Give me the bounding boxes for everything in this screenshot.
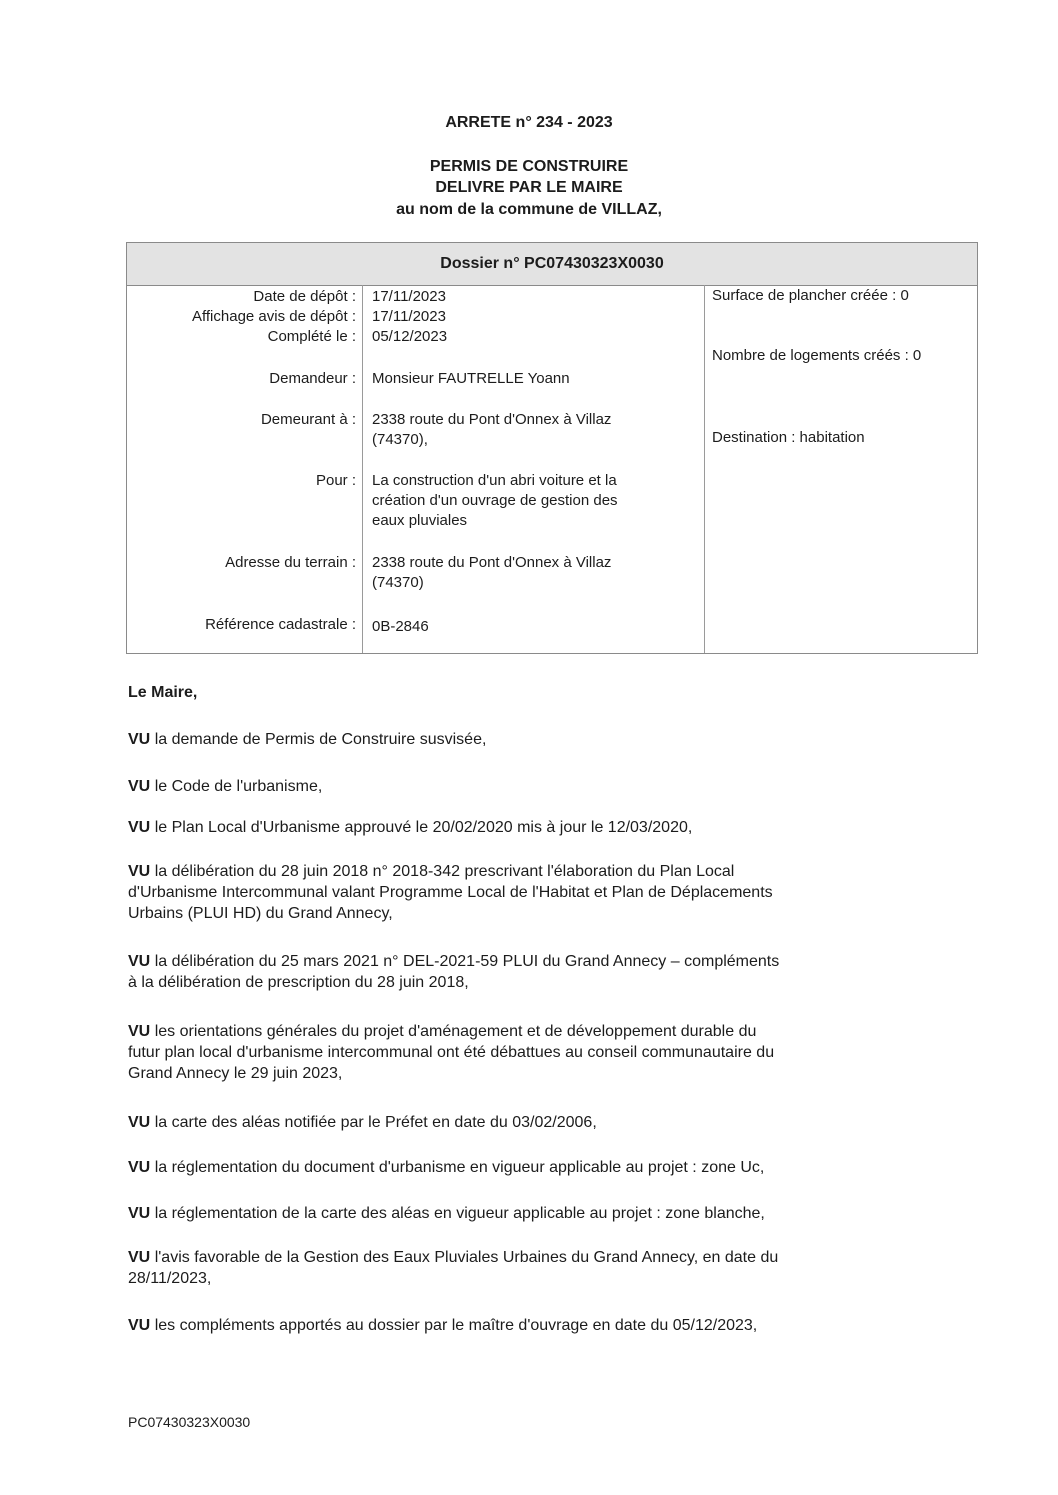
vu-paragraph [128,729,948,750]
commune-heading: au nom de la commune de VILLAZ, [396,201,662,218]
reference-cadastrale-value: 0B-2846 [372,618,429,635]
vu-text: les compléments apportés au dossier par le maître d'ouvrage en date du 05/12/2023, [154,1317,758,1334]
pour-value-line1: La construction d'un abri voiture et la [372,472,617,489]
demandeur-label: Demandeur : [269,370,356,387]
vu-text: Grand Annecy le 29 juin 2023, [128,1065,343,1082]
vu-paragraph [128,1157,948,1178]
vu-label: VU [128,1317,151,1334]
vu-label: VU [128,819,151,836]
vu-text: la délibération du 28 juin 2018 n° 2018-342 prescrivant l'élaboration du Plan Local [154,863,735,880]
vu-label: VU [128,953,151,970]
vu-label: VU [128,778,151,795]
adresse-value-line1: 2338 route du Pont d'Onnex à Villaz [372,554,612,571]
destination: Destination : habitation [712,429,865,446]
dossier-number: Dossier n° PC07430323X0030 [127,243,977,286]
vu-label: VU [128,1114,151,1131]
pour-label: Pour : [315,472,356,489]
adresse-terrain-label: Adresse du terrain : [225,554,356,571]
permis-heading: PERMIS DE CONSTRUIRE [429,158,629,175]
affichage-label: Affichage avis de dépôt : [191,308,356,325]
vu-text: les orientations générales du projet d'aménagement et de développement durable du [154,1023,757,1040]
vu-paragraph [128,1203,948,1224]
complete-value: 05/12/2023 [372,328,448,345]
demeurant-label: Demeurant à : [260,411,356,428]
adresse-value-line2: (74370) [372,574,424,591]
vu-paragraph [128,951,948,993]
vu-label: VU [128,1159,151,1176]
demandeur-value: Monsieur FAUTRELLE Yoann [372,370,570,387]
delivre-heading: DELIVRE PAR LE MAIRE [435,179,623,196]
vu-text: 28/11/2023, [128,1270,212,1287]
vu-text: la réglementation du document d'urbanisme en vigueur applicable au projet : zone Uc, [154,1159,765,1176]
vu-text: le Code de l'urbanisme, [154,778,323,795]
vu-text: le Plan Local d'Urbanisme approuvé le 20/02/2020 mis à jour le 12/03/2020, [154,819,693,836]
vu-text: la délibération du 25 mars 2021 n° DEL-2021-59 PLUI du Grand Annecy – compléments [154,953,780,970]
vu-paragraph [128,776,948,797]
vu-text: Urbains (PLUI HD) du Grand Annecy, [128,905,393,922]
reference-cadastrale-label: Référence cadastrale : [205,616,356,633]
demeurant-value-line1: 2338 route du Pont d'Onnex à Villaz [372,411,612,428]
vu-label: VU [128,1023,151,1040]
vu-text: d'Urbanisme Intercommunal valant Programme Local de l'Habitat et Plan de Déplacements [128,884,773,901]
vu-paragraph [128,1315,948,1336]
footer-reference: PC07430323X0030 [128,1414,251,1430]
demeurant-value-line2: (74370), [372,431,428,448]
vu-label: VU [128,863,151,880]
nombre-logements: Nombre de logements créés : 0 [712,347,922,364]
vu-paragraph [128,1247,948,1289]
vu-text: la réglementation de la carte des aléas en vigueur applicable au projet : zone blanche, [154,1205,765,1222]
vu-paragraph [128,861,948,924]
complete-label: Complété le : [267,328,356,345]
vu-paragraph [128,817,948,838]
vu-text: la carte des aléas notifiée par le Préfet en date du 03/02/2006, [154,1114,597,1131]
arrete-title: ARRETE n° 234 - 2023 [445,114,613,131]
column-divider [704,285,705,653]
date-depot-label: Date de dépôt : [253,288,356,305]
vu-text: futur plan local d'urbanisme intercommunal ont été débattues au conseil communautaire du [128,1044,775,1061]
vu-text: la demande de Permis de Construire susvisée, [154,731,487,748]
le-maire: Le Maire, [128,684,198,701]
affichage-value: 17/11/2023 [372,308,446,325]
surface-plancher: Surface de plancher créée : 0 [712,287,909,304]
vu-text: l'avis favorable de la Gestion des Eaux Pluviales Urbaines du Grand Annecy, en date du [154,1249,779,1266]
vu-text: à la délibération de prescription du 28 juin 2018, [128,974,469,991]
vu-paragraph [128,1112,948,1133]
pour-value-line2: création d'un ouvrage de gestion des [372,492,618,509]
pour-value-line3: eaux pluviales [372,512,468,529]
column-divider [362,285,363,653]
vu-label: VU [128,1205,151,1222]
vu-label: VU [128,1249,151,1266]
vu-paragraph [128,1021,948,1084]
vu-label: VU [128,731,151,748]
date-depot-value: 17/11/2023 [372,288,446,305]
